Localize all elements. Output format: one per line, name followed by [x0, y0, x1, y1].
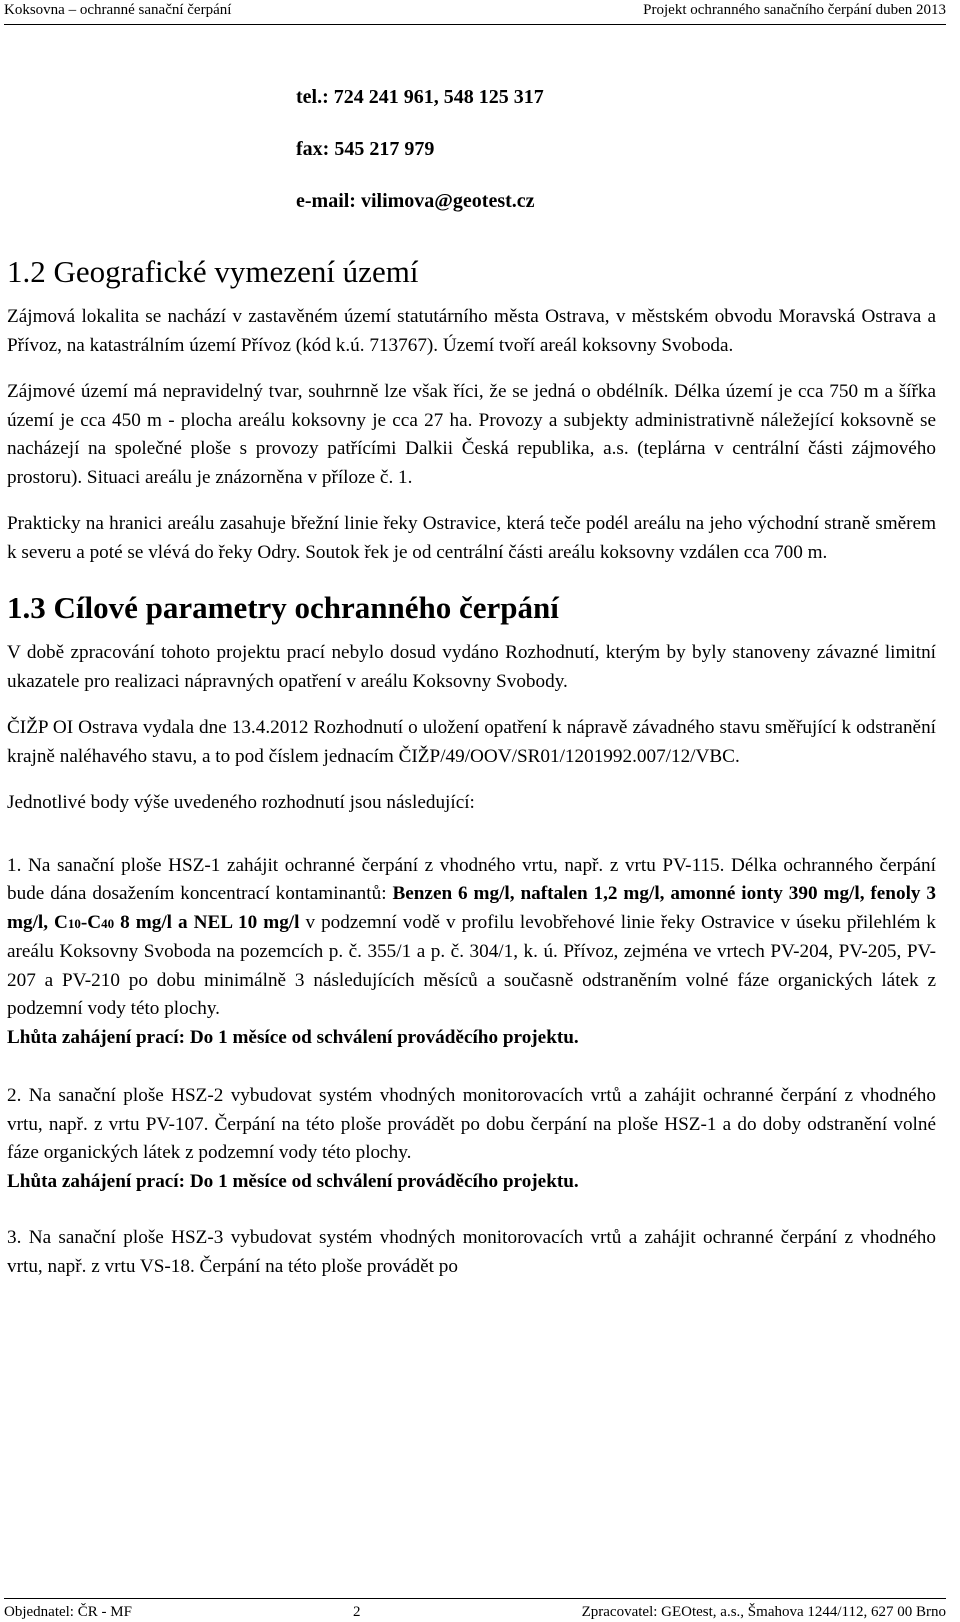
page-header [4, 2, 946, 25]
deadline-2: Lhůta zahájení prací: Do 1 měsíce od schválení prováděcího projektu. [7, 1170, 579, 1192]
contact-email: e-mail: vilimova@geotest.cz [296, 190, 535, 212]
deadline-1: Lhůta zahájení prací: Do 1 měsíce od schválení prováděcího projektu. [7, 1026, 579, 1048]
paragraph: V době zpracování tohoto projektu prací nebylo dosud vydáno Rozhodnutí, kterým by byly stanoveny závazné limitní ukazatele pro realizaci nápravných opatření v areálu Koksovny Svobody. [7, 642, 936, 692]
section-heading-1-3: 1.3 Cílové parametry ochranného čerpání [7, 590, 559, 625]
list-item-2: 2. Na sanační ploše HSZ-2 vybudovat systém vhodných monitorovacích vrtů a zahájit ochranné čerpání z vhodného vrtu, např. z vrtu PV-107. Čerpání na této ploše provádět po dobu čerpání na ploše HSZ-1 a do doby odstranění volné fáze organických látek z podzemní vody této plochy. [7, 1085, 936, 1163]
header-left: Koksovna – ochranné sanační čerpání [4, 2, 232, 18]
footer-right: Zpracovatel: GEOtest, a.s., Šmahova 1244/112, 627 00 Brno [581, 1604, 946, 1620]
paragraph: ČIŽP OI Ostrava vydala dne 13.4.2012 Rozhodnutí o uložení opatření k nápravě závadného stavu směřující k odstranění krajně naléhavého stavu, a to pod číslem jednacím ČIŽP/49/OOV/SR01/1201992.007/12/VBC. [7, 717, 936, 767]
header-right: Projekt ochranného sanačního čerpání duben 2013 [643, 2, 946, 18]
paragraph: Prakticky na hranici areálu zasahuje břežní linie řeky Ostravice, která teče podél areálu na jeho východní straně směrem k severu a poté se vlévá do řeky Odry. Soutok řek je od centrální části areálu koksovny vzdálen cca 700 m. [7, 513, 936, 563]
list-item-1: 1. Na sanační ploše HSZ-1 zahájit ochranné čerpání z vhodného vrtu, např. z vrtu PV-115. Délka ochranného čerpání bude dána dosažením koncentrací kontaminantů: Benzen 6 mg/l, naftalen 1,2 mg/l, amonné ionty 390 mg/l, fenoly 3 mg/l, C10-C40 8 mg/l a NEL 10 mg/l v podzemní vodě v profilu levobřehové linie řeky Ostravice v úseku přilehlém k areálu Koksovny Svoboda na pozemcích p. č. 355/1 a p. č. 304/1, k. ú. Přívoz, zejména ve vrtech PV-204, PV-205, PV-207 a PV-210 po dobu minimálně 3 následujících měsíců a současně odstraněním volné fáze organických látek z podzemní vody této plochy. [7, 854, 936, 1019]
paragraph: Zájmová lokalita se nachází v zastavěném území statutárního města Ostrava, v městském obvodu Moravská Ostrava a Přívoz, na katastrálním území Přívoz (kód k.ú. 713767). Území tvoří areál koksovny Svoboda. [7, 306, 936, 356]
contact-fax: fax: 545 217 979 [296, 138, 435, 160]
page-footer [4, 1598, 946, 1621]
paragraph: Zájmové území má nepravidelný tvar, souhrnně lze však říci, že se jedná o obdélník. Délka území je cca 750 m a šířka území je cca 450 m - plocha areálu koksovny je cca 27 ha. Provozy a subjekty administrativně náležející koksovně se nacházejí na společné ploše s provozy patřícími Dalkii Česká republika, a.s. (teplárna v centrální části zájmového prostoru). Situaci areálu je znázorněna v příloze č. 1. [7, 381, 936, 488]
list-item-3: 3. Na sanační ploše HSZ-3 vybudovat systém vhodných monitorovacích vrtů a zahájit ochranné čerpání z vhodného vrtu, např. z vrtu VS-18. Čerpání na této ploše provádět po [7, 1227, 936, 1277]
contact-tel: tel.: 724 241 961, 548 125 317 [296, 86, 544, 108]
section-heading-1-2: 1.2 Geografické vymezení území [7, 254, 419, 289]
paragraph: Jednotlivé body výše uvedeného rozhodnutí jsou následující: [7, 792, 475, 813]
page-number: 2 [353, 1604, 361, 1620]
document-body [7, 253, 936, 1281]
footer-left: Objednatel: ČR - MF [4, 1604, 132, 1620]
